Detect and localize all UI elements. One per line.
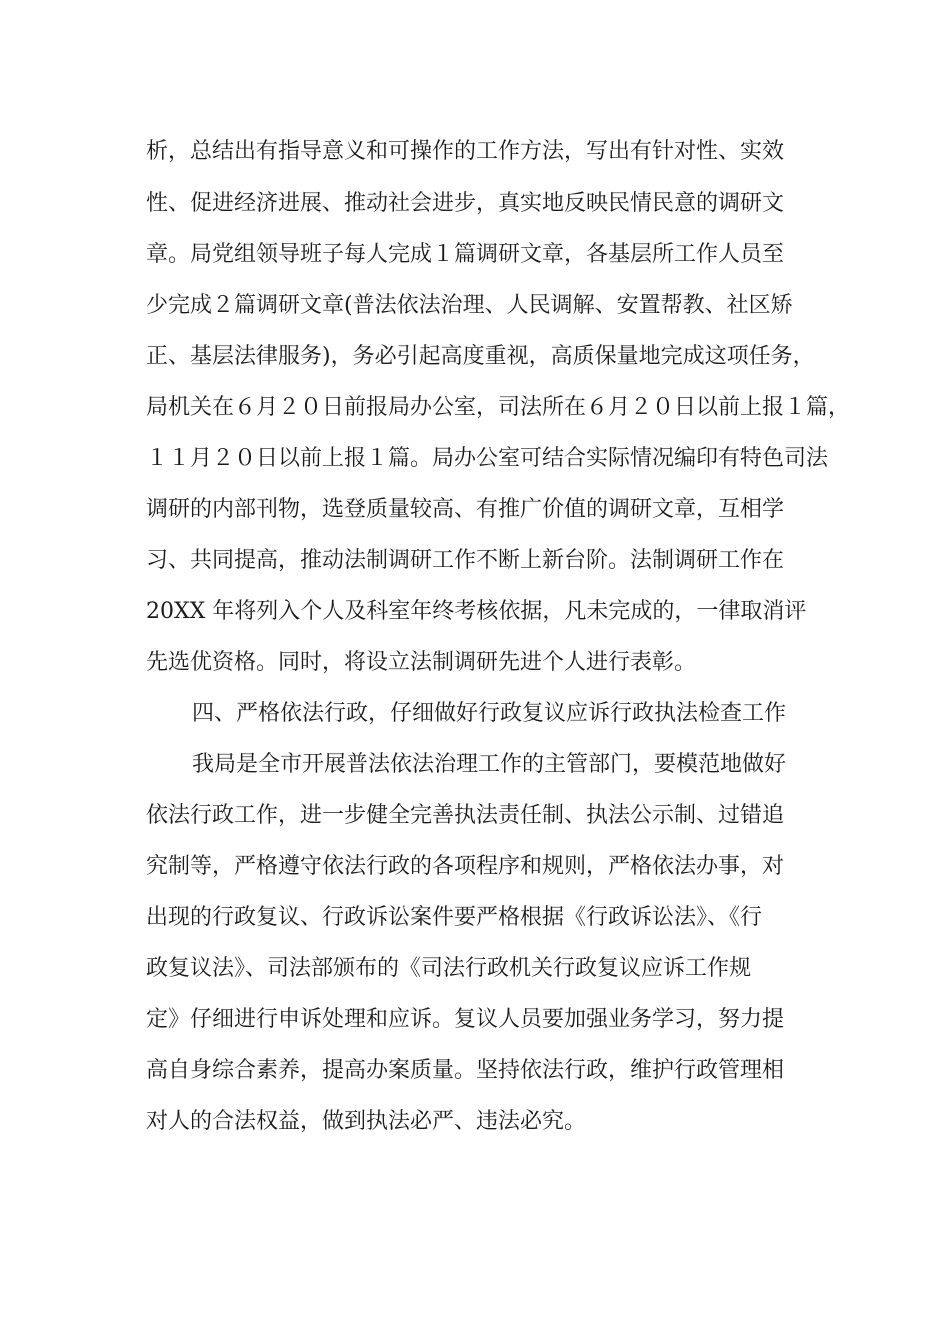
text-line: 20XX 年将列入个人及科室年终考核依据，凡未完成的，一律取消评: [146, 599, 807, 624]
text-line: 究制等，严格遵守依法行政的各项程序和规则，严格依法办事，对: [146, 854, 785, 879]
text-line: 性、促进经济进展、推动社会进步，真实地反映民情民意的调研文: [146, 191, 785, 216]
text-line: 政复议法》、司法部颁布的《司法行政机关行政复议应诉工作规: [146, 956, 752, 981]
text-line: 析，总结出有指导意义和可操作的工作方法，写出有针对性、实效: [146, 139, 785, 164]
text-line: 调研的内部刊物，选登质量较高、有推广价值的调研文章，互相学: [146, 497, 785, 522]
text-line: 先选优资格。同时，将设立法制调研先进个人进行表彰。: [146, 650, 697, 675]
text-line: 依法行政工作，进一步健全完善执法责任制、执法公示制、过错追: [146, 803, 785, 828]
text-line: 对人的合法权益，做到执法必严、违法必究。: [146, 1109, 587, 1134]
text-line: 出现的行政复议、行政诉讼案件要严格根据《行政诉讼法》、《行: [146, 905, 763, 930]
text-line: 正、基层法律服务)，务必引起高度重视，高质保量地完成这项任务，: [146, 344, 815, 369]
text-line: 高自身综合素养，提高办案质量。坚持依法行政，维护行政管理相: [146, 1058, 785, 1083]
text-line: 定》仔细进行申诉处理和应诉。复议人员要加强业务学习，努力提: [146, 1007, 785, 1032]
text-line: １１月２０日以前上报１篇。局办公室可结合实际情况编印有特色司法: [146, 446, 829, 471]
text-line: 我局是全市开展普法依法治理工作的主管部门，要模范地做好: [192, 752, 787, 777]
text-line: 局机关在６月２０日前报局办公室，司法所在６月２０日以前上报１篇，: [146, 395, 851, 420]
section-heading: 四、严格依法行政，仔细做好行政复议应诉行政执法检查工作: [192, 701, 787, 726]
text-line: 章。局党组领导班子每人完成１篇调研文章，各基层所工作人员至: [146, 242, 785, 267]
text-line: 少完成２篇调研文章(普法依法治理、人民调解、安置帮教、社区矫: [146, 293, 793, 318]
text-line: 习、共同提高，推动法制调研工作不断上新台阶。法制调研工作在: [146, 548, 785, 573]
